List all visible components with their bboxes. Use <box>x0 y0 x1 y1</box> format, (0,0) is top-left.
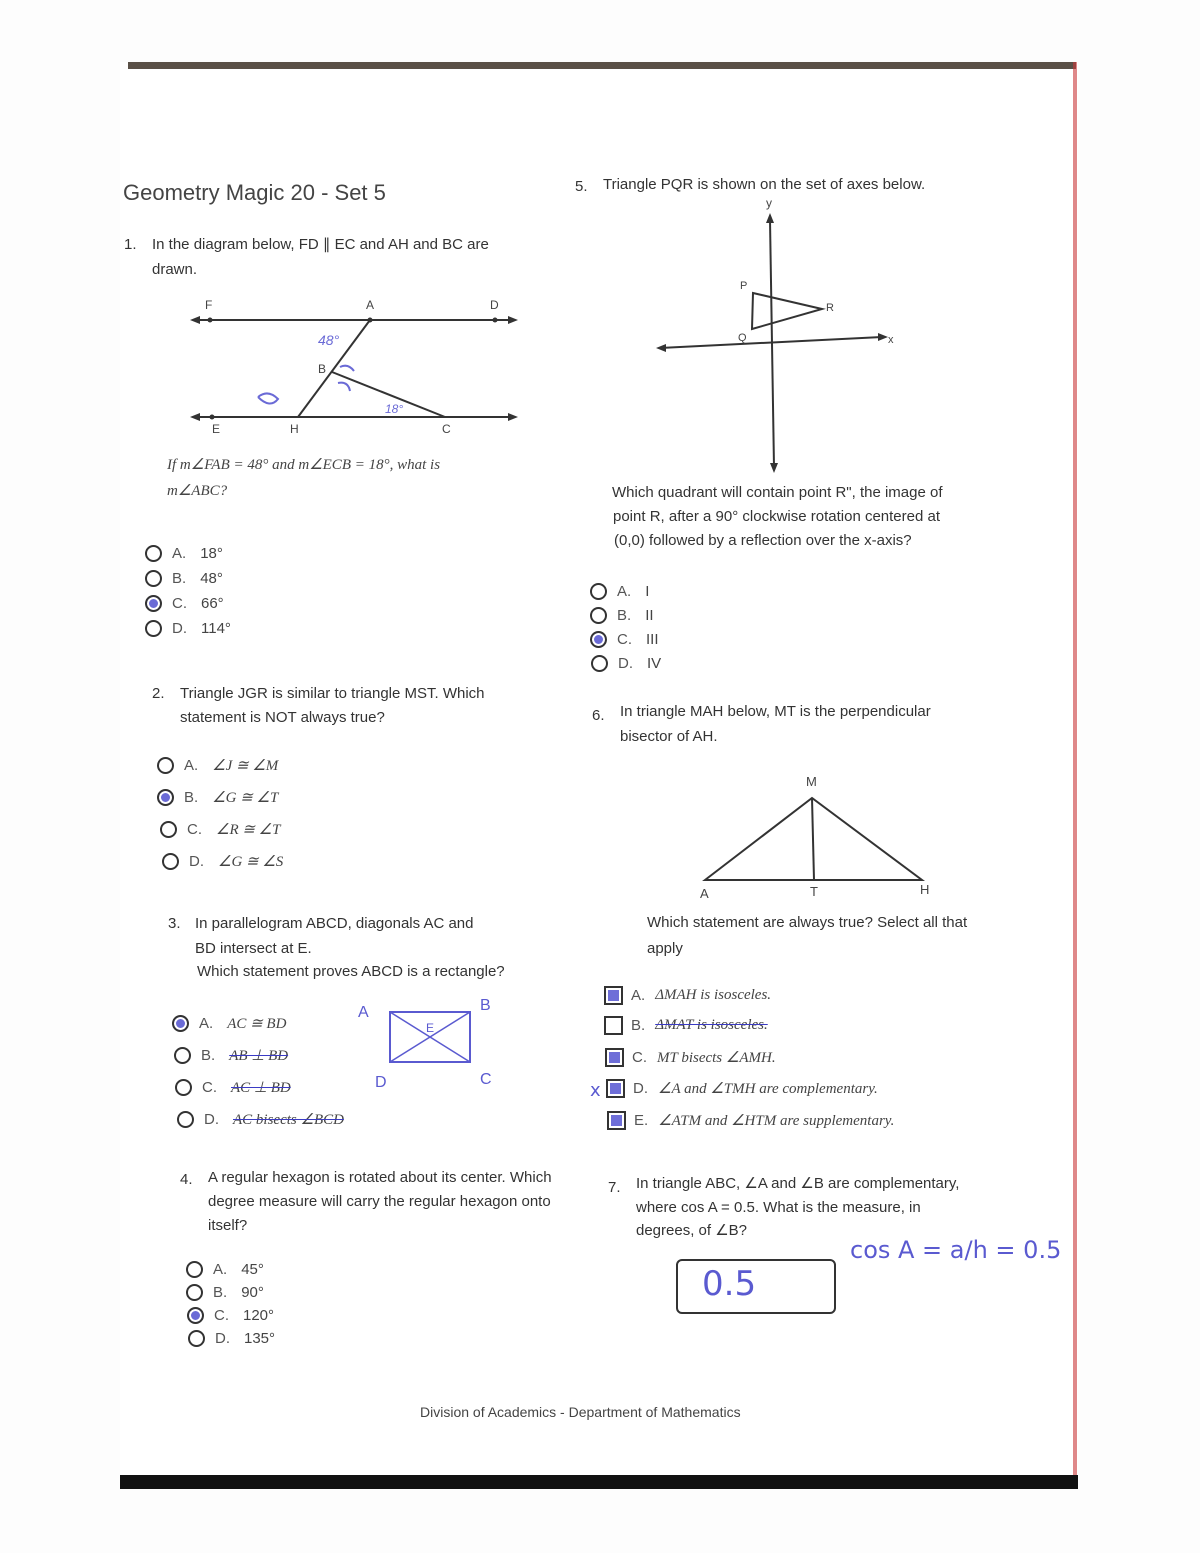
q6-option-d-text: ∠A and ∠TMH are complementary. <box>658 1080 878 1097</box>
q1-option-b[interactable] <box>145 567 223 589</box>
checkbox-checked-icon[interactable] <box>606 1079 625 1098</box>
q4-option-d[interactable] <box>188 1327 275 1349</box>
q5-stem: Triangle PQR is shown on the set of axes below. <box>603 176 926 193</box>
q2-option-b-letter: B. <box>184 788 199 806</box>
q5-option-d-letter: D. <box>618 654 633 672</box>
radio-selected-icon[interactable] <box>157 789 174 806</box>
q4-stem-line1: A regular hexagon is rotated about its center. Which <box>208 1169 552 1186</box>
q3-option-b[interactable] <box>174 1044 288 1066</box>
q5-coordinate-plane <box>650 195 910 480</box>
label-h: H <box>920 882 930 897</box>
q6-option-e-text: ∠ATM and ∠HTM are supplementary. <box>658 1112 895 1129</box>
q1-number: 1. <box>124 236 137 253</box>
q4-option-d-text: 135° <box>244 1329 276 1347</box>
arrow-left-fd <box>190 316 200 324</box>
handwritten-scribble <box>258 393 278 403</box>
q2-option-d[interactable] <box>162 850 283 872</box>
q6-triangle-diagram <box>690 770 940 905</box>
q2-option-b[interactable] <box>157 786 278 808</box>
arrow-right-fd <box>508 316 518 324</box>
q2-option-c-text: ∠R ≅ ∠T <box>216 821 281 838</box>
q3-option-d-text: AC bisects ∠BCD <box>233 1111 344 1128</box>
q5-question-line3: (0,0) followed by a reflection over the x-axis? <box>614 532 912 549</box>
sketch-label-b: B <box>480 997 491 1014</box>
q2-option-b-text: ∠G ≅ ∠T <box>212 789 279 806</box>
radio-icon[interactable] <box>162 853 179 870</box>
q6-option-d-letter: D. <box>633 1079 648 1097</box>
q3-number: 3. <box>168 915 181 932</box>
radio-icon[interactable] <box>591 655 608 672</box>
q1-option-d-text: 114° <box>201 619 231 637</box>
arrow-left-ec <box>190 413 200 421</box>
q4-number: 4. <box>180 1171 193 1188</box>
q7-stem-line1: In triangle ABC, ∠A and ∠B are complementary, <box>636 1175 960 1192</box>
q1-stem-line1: In the diagram below, FD ∥ EC and AH and BC are <box>152 236 489 253</box>
q7-stem-line3: degrees, of ∠B? <box>636 1222 748 1239</box>
q6-handwritten-x-mark: x <box>590 1080 601 1101</box>
q2-stem-line1: Triangle JGR is similar to triangle MST. Which <box>180 685 485 702</box>
q5-option-c-text: III <box>646 630 659 648</box>
radio-icon[interactable] <box>160 821 177 838</box>
q5-option-d-text: IV <box>647 654 662 672</box>
q6-stem-line1: In triangle MAH below, MT is the perpendicular <box>620 703 931 720</box>
q6-option-a[interactable] <box>604 984 771 1006</box>
radio-icon[interactable] <box>186 1284 203 1301</box>
q4-option-a[interactable] <box>186 1258 264 1280</box>
q7-answer-value[interactable]: 0.5 <box>702 1264 757 1304</box>
label-c: C <box>442 422 451 436</box>
q2-option-a[interactable] <box>157 754 278 776</box>
q5-option-a-text: I <box>645 582 650 600</box>
q6-question-line1: Which statement are always true? Select all that <box>647 914 968 931</box>
handwritten-18: 18° <box>385 402 404 416</box>
label-d: D <box>490 298 499 312</box>
paper-top-shadow <box>128 62 1076 69</box>
q2-option-d-text: ∠G ≅ ∠S <box>218 853 284 870</box>
radio-selected-icon[interactable] <box>145 595 162 612</box>
q1-option-c[interactable] <box>145 592 224 614</box>
radio-icon[interactable] <box>157 757 174 774</box>
q3-option-b-letter: B. <box>201 1046 216 1064</box>
label-q: Q <box>738 332 747 344</box>
paper-bottom-shadow <box>120 1475 1078 1489</box>
q4-stem-line3: itself? <box>208 1217 248 1234</box>
q4-option-d-letter: D. <box>215 1329 230 1347</box>
checkbox-checked-icon[interactable] <box>604 986 623 1005</box>
q3-option-c-text: AC ⊥ BD <box>231 1079 291 1096</box>
triangle-pqr <box>752 293 822 329</box>
label-m: M <box>806 774 817 789</box>
q6-option-b-text: ΔMAT is isosceles. <box>655 1016 768 1033</box>
x-axis-arrow-left <box>656 344 666 352</box>
label-t: T <box>810 884 818 899</box>
q3-stem-line3: Which statement proves ABCD is a rectangle? <box>197 963 505 980</box>
paper-right-edge <box>1073 62 1077 1487</box>
segment-mt <box>812 798 814 880</box>
q5-number: 5. <box>575 178 588 195</box>
q3-option-d[interactable] <box>177 1108 344 1130</box>
page-footer: Division of Academics - Department of Mathematics <box>420 1404 741 1420</box>
q7-handwritten-work: cos A = a/h = 0.5 <box>850 1236 1062 1264</box>
radio-selected-icon[interactable] <box>590 631 607 648</box>
q7-number: 7. <box>608 1179 621 1196</box>
q6-option-b-letter: B. <box>631 1016 646 1034</box>
q7-stem-line2: where cos A = 0.5. What is the measure, in <box>636 1199 921 1216</box>
label-b: B <box>318 362 327 376</box>
label-y: y <box>766 196 772 210</box>
page-title: Geometry Magic 20 - Set 5 <box>123 180 386 205</box>
checkbox-checked-icon[interactable] <box>607 1111 626 1130</box>
q5-option-c-letter: C. <box>617 630 632 648</box>
q6-stem-line2: bisector of AH. <box>620 728 718 745</box>
q4-option-b-letter: B. <box>213 1283 228 1301</box>
q6-option-b[interactable] <box>604 1014 768 1036</box>
handwritten-48: 48° <box>318 332 340 348</box>
q1-option-a-text: 18° <box>200 544 223 562</box>
q5-option-c[interactable] <box>590 628 659 650</box>
q6-option-d[interactable] <box>606 1077 878 1099</box>
radio-icon[interactable] <box>188 1330 205 1347</box>
label-x: x <box>888 334 894 346</box>
checkbox-checked-icon[interactable] <box>605 1048 624 1067</box>
q1-option-a[interactable] <box>145 542 223 564</box>
q6-option-e[interactable] <box>607 1109 894 1131</box>
q6-option-c-letter: C. <box>632 1048 647 1066</box>
arrow-right-ec <box>508 413 518 421</box>
q3-stem-line2: BD intersect at E. <box>195 940 312 957</box>
radio-icon[interactable] <box>145 620 162 637</box>
q2-stem-line2: statement is NOT always true? <box>180 709 385 726</box>
q3-option-d-letter: D. <box>204 1110 219 1128</box>
q4-option-b[interactable] <box>186 1281 264 1303</box>
y-axis-arrow-down <box>770 463 778 473</box>
q6-question-line2: apply <box>647 940 683 957</box>
q6-option-c-text: MT bisects ∠AMH. <box>657 1049 776 1066</box>
radio-icon[interactable] <box>590 607 607 624</box>
q3-option-b-text: AB ⊥ BD <box>229 1047 289 1064</box>
q3-stem-line1: In parallelogram ABCD, diagonals AC and <box>195 915 474 932</box>
q4-option-a-text: 45° <box>241 1260 264 1278</box>
radio-icon[interactable] <box>177 1111 194 1128</box>
q1-stem-line2: drawn. <box>152 261 198 278</box>
label-h: H <box>290 422 299 436</box>
q1-option-b-letter: B. <box>172 569 187 587</box>
radio-icon[interactable] <box>186 1261 203 1278</box>
radio-icon[interactable] <box>145 545 162 562</box>
label-p: P <box>740 280 748 292</box>
label-e: E <box>212 422 221 436</box>
q4-option-c-text: 120° <box>243 1306 275 1324</box>
q3-option-a-text: AC ≅ BD <box>227 1015 287 1032</box>
label-r: R <box>826 302 834 314</box>
radio-icon[interactable] <box>174 1047 191 1064</box>
q2-number: 2. <box>152 685 165 702</box>
q4-option-a-letter: A. <box>213 1260 228 1278</box>
q5-option-b[interactable] <box>590 604 654 626</box>
q5-option-a[interactable] <box>590 580 649 602</box>
q1-question-line1: If m∠FAB = 48° and m∠ECB = 18°, what is <box>167 457 441 473</box>
q2-option-d-letter: D. <box>189 852 204 870</box>
x-axis-arrow-right <box>878 333 888 341</box>
checkbox-icon[interactable] <box>604 1016 623 1035</box>
sketch-label-a: A <box>358 1004 369 1021</box>
label-f: F <box>205 298 213 312</box>
q1-question-line2: m∠ABC? <box>167 483 228 499</box>
q3-option-c-letter: C. <box>202 1078 217 1096</box>
q2-option-a-letter: A. <box>184 756 199 774</box>
point-e <box>210 415 215 420</box>
q3-option-a[interactable] <box>172 1012 286 1034</box>
q5-option-d[interactable] <box>591 652 661 674</box>
radio-selected-icon[interactable] <box>172 1015 189 1032</box>
q6-number: 6. <box>592 707 605 724</box>
q6-option-c[interactable] <box>605 1046 776 1068</box>
q4-option-b-text: 90° <box>241 1283 264 1301</box>
y-axis-arrow-up <box>766 213 774 223</box>
q5-question-line1: Which quadrant will contain point R", the image of <box>612 484 943 501</box>
q1-option-c-letter: C. <box>172 594 187 612</box>
label-a: A <box>366 298 375 312</box>
q4-option-c[interactable] <box>187 1304 274 1326</box>
q2-option-a-text: ∠J ≅ ∠M <box>212 757 279 774</box>
q2-option-c[interactable] <box>160 818 280 840</box>
q1-option-d[interactable] <box>145 617 231 639</box>
q3-option-c[interactable] <box>175 1076 291 1098</box>
q4-stem-line2: degree measure will carry the regular hexagon onto <box>208 1193 551 1210</box>
radio-icon[interactable] <box>175 1079 192 1096</box>
q4-option-c-letter: C. <box>214 1306 229 1324</box>
radio-icon[interactable] <box>145 570 162 587</box>
point-d <box>493 318 498 323</box>
q1-option-a-letter: A. <box>172 544 187 562</box>
q1-diagram <box>190 295 530 440</box>
q3-option-a-letter: A. <box>199 1014 214 1032</box>
q1-option-b-text: 48° <box>200 569 223 587</box>
sketch-label-c: C <box>480 1071 492 1088</box>
label-a: A <box>700 886 709 901</box>
q1-option-c-text: 66° <box>201 594 224 612</box>
q2-option-c-letter: C. <box>187 820 202 838</box>
q5-question-line2: point R, after a 90° clockwise rotation centered at <box>613 508 941 525</box>
radio-selected-icon[interactable] <box>187 1307 204 1324</box>
q1-option-d-letter: D. <box>172 619 187 637</box>
point-f <box>208 318 213 323</box>
sketch-label-e: E <box>426 1021 435 1035</box>
q6-option-e-letter: E. <box>634 1111 649 1129</box>
q5-option-b-letter: B. <box>617 606 632 624</box>
q6-option-a-text: ΔMAH is isosceles. <box>655 986 772 1003</box>
q3-handwritten-rectangle-sketch <box>350 992 510 1097</box>
radio-icon[interactable] <box>590 583 607 600</box>
q5-option-b-text: II <box>645 606 654 624</box>
sketch-label-d: D <box>375 1074 387 1091</box>
q6-option-a-letter: A. <box>631 986 646 1004</box>
q5-option-a-letter: A. <box>617 582 632 600</box>
